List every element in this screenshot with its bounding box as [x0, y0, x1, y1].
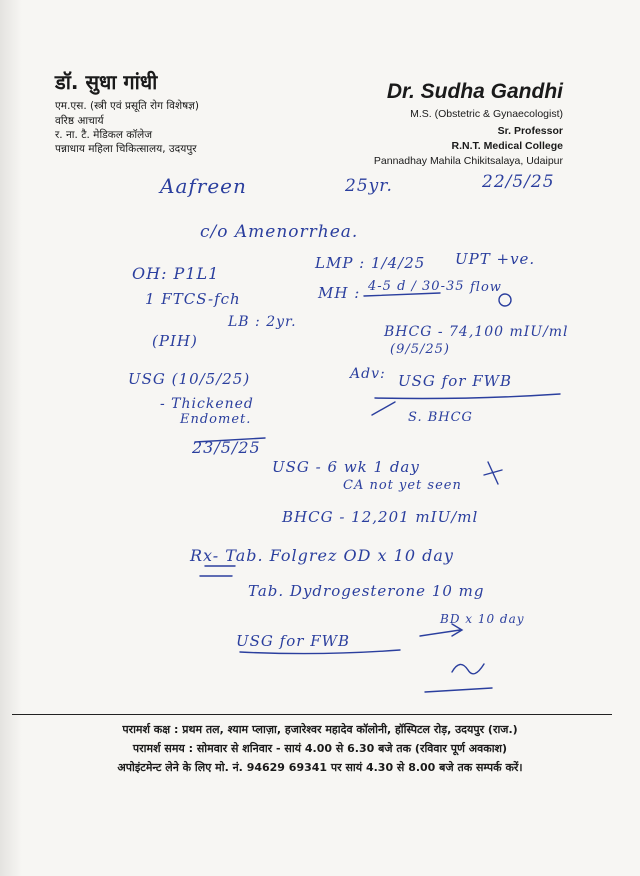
advice-usg-underline	[375, 394, 560, 399]
college-hindi: र. ना. टै. मेडिकल कॉलेज	[55, 129, 152, 141]
rx-equal-mark	[200, 566, 235, 576]
visit-date: 22/5/25	[482, 172, 555, 192]
menstrual-history-label: MH :	[318, 284, 361, 302]
rx-usg-underline	[240, 650, 400, 654]
usg-first-finding: - Thickened	[160, 396, 254, 412]
rx-dydrogesterone: Tab. Dydrogesterone 10 mg	[248, 582, 485, 600]
follow-up-date: 23/5/25	[192, 438, 261, 457]
footer-timings: परामर्श समय : सोमवार से शनिवार - सायं 4.00 से 6.30 बजे तक (रविवार पूर्ण अवकाश)	[132, 742, 508, 755]
post-english: Sr. Professor	[497, 125, 563, 137]
chief-complaint: c/o Amenorrhea.	[200, 222, 359, 242]
flow-circle-mark	[499, 294, 511, 306]
bhcg-second: BHCG - 12,201 mIU/ml	[282, 508, 479, 526]
advice-label: Adv:	[350, 366, 386, 382]
menstrual-cycle-divider	[364, 293, 440, 296]
rx-arrow	[420, 624, 462, 636]
footer-divider	[12, 714, 612, 715]
rx-dydrogesterone-frequency: BD x 10 day	[440, 612, 525, 626]
usg-second: USG - 6 wk 1 day	[272, 458, 420, 476]
hospital-english: Pannadhay Mahila Chikitsalaya, Udaipur	[373, 155, 563, 167]
rx-usg-advice: USG for FWB	[236, 632, 351, 650]
doctor-signature-icon	[425, 664, 492, 692]
footer-address: परामर्श कक्ष : प्रथम तल, श्याम प्लाज़ा, हजारेश्वर महादेव कॉलोनी, हॉस्पिटल रोड़, उदयपुर (राज.)	[122, 723, 518, 736]
doctor-name-english: Dr. Sudha Gandhi	[386, 80, 563, 103]
hospital-hindi: पन्नाधाय महिला चिकित्सालय, उदयपुर	[55, 143, 197, 155]
advice-usg: USG for FWB	[398, 372, 513, 390]
college-english: R.N.T. Medical College	[451, 140, 563, 152]
last-baby-age: LB : 2yr.	[228, 314, 297, 330]
degree-hindi: एम.एस. (स्त्री एवं प्रसूति रोग विशेषज्ञ)	[55, 100, 199, 112]
usg-first: USG (10/5/25)	[128, 370, 251, 388]
lmp-date: LMP : 1/4/25	[315, 254, 426, 272]
patient-age: 25yr.	[345, 176, 393, 196]
usg-second-finding: CA not yet seen	[343, 478, 462, 493]
doctor-name-hindi: डॉ. सुधा गांधी	[55, 70, 158, 94]
usg-first-finding-endometrium: Endomet.	[180, 412, 252, 427]
menstrual-cycle: 4-5 d / 30-35	[368, 279, 465, 294]
follow-up-date-underline	[195, 438, 265, 442]
cross-mark	[484, 462, 502, 484]
bhcg-first-date: (9/5/25)	[390, 342, 450, 357]
post-hindi: वरिष्ठ आचार्य	[55, 115, 104, 127]
patient-name: Aafreen	[160, 174, 247, 198]
upt-result: UPT +ve.	[455, 250, 536, 268]
obstetric-history-delivery: 1 FTCS-fch	[145, 290, 241, 308]
bhcg-first: BHCG - 74,100 mIU/ml	[384, 324, 569, 340]
obstetric-history: OH: P1L1	[132, 264, 220, 283]
advice-bhcg: S. BHCG	[408, 410, 473, 425]
pih-history: (PIH)	[152, 332, 198, 350]
footer-appointment: अपोइंटमेन्ट लेने के लिए मो. नं. 94629 69341 पर सायं 4.30 से 8.00 बजे तक सम्पर्क करें।	[117, 761, 523, 774]
rx-folic-acid: Rx- Tab. Folgrez OD x 10 day	[190, 546, 454, 565]
menstrual-flow: flow	[470, 280, 502, 295]
advice-arrow	[372, 402, 395, 415]
degree-english: M.S. (Obstetric & Gynaecologist)	[410, 108, 563, 120]
